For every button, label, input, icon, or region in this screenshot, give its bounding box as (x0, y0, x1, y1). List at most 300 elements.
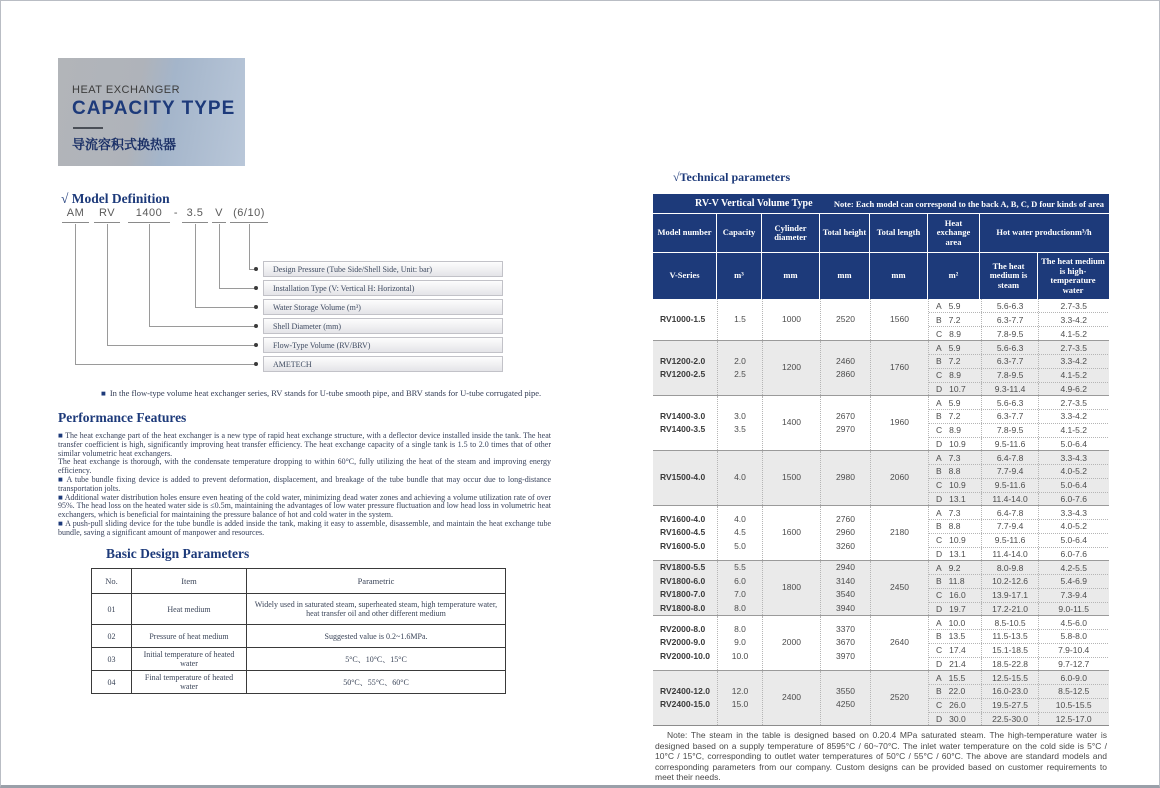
tech-group (653, 505, 1109, 560)
tech-group (653, 340, 1109, 395)
brand-title-chinese: 导流容积式换热器 (72, 137, 177, 152)
steam-production-cell: 15.1-18.5 (981, 644, 1039, 657)
steam-production-cell: 7.7-9.4 (981, 465, 1039, 478)
capacity-cell (717, 671, 762, 725)
steam-production-cell: 18.5-22.8 (981, 658, 1039, 671)
sub-row (929, 478, 1108, 492)
total-height-value: 2960 (836, 527, 855, 538)
heat-exchange-area-cell (929, 603, 981, 616)
capacity-value: 3.0 (734, 410, 746, 421)
model-number: RV1200-2.5 (660, 369, 706, 380)
capacity-cell (717, 451, 762, 505)
model-number: RV1600-5.0 (660, 541, 706, 552)
steam-production-cell: 6.3-7.7 (981, 410, 1039, 423)
steam-production-cell: 6.3-7.7 (981, 355, 1039, 368)
capacity-value: 4.5 (734, 527, 746, 538)
performance-paragraph: ■ A push-pull sliding device for the tube bundle is added inside the tank, making it easy to assemble, disassemble, and maintain the heat exchange tube bundle, saving a significant amount of manpower and resources. (58, 518, 552, 537)
code-token-v: V (212, 207, 226, 223)
capacity-value: 10.0 (731, 651, 749, 662)
table-row (92, 625, 506, 648)
model-number: RV1600-4.0 (660, 513, 706, 524)
area-letter: D (936, 383, 943, 394)
water-production-cell: 6.0-7.6 (1038, 548, 1108, 561)
sub-row (929, 312, 1108, 326)
bullet-square-icon: ■ (101, 389, 110, 398)
area-letter: D (936, 603, 943, 614)
area-letter: B (936, 576, 942, 587)
sub-row (929, 712, 1108, 726)
area-value: 8.9 (949, 370, 961, 381)
col-header-model-number: Model number (653, 214, 717, 252)
table-body (92, 594, 506, 694)
area-value: 13.1 (949, 493, 966, 504)
water-production-cell: 3.3-4.3 (1038, 451, 1108, 464)
connector-line (219, 288, 255, 289)
cylinder-diameter-cell: 1500 (762, 451, 820, 505)
label-shell-diameter: Shell Diameter (mm) (263, 318, 503, 334)
water-production-cell: 4.1-5.2 (1038, 327, 1108, 340)
performance-paragraph: ■ A tube bundle fixing device is added to prevent deformation, displacement, and breakage of the tube bundle that may occur due to long-distance transportation jolts. (58, 474, 552, 493)
connector-line (195, 307, 255, 308)
sub-row (929, 396, 1108, 409)
area-letter: C (936, 645, 943, 656)
connector-line (75, 364, 255, 365)
area-letter: A (936, 452, 942, 463)
water-production-cell: 5.8-8.0 (1038, 630, 1108, 643)
sub-row (929, 684, 1108, 698)
area-value: 7.2 (948, 314, 961, 325)
water-production-cell: 12.5-17.0 (1038, 713, 1108, 726)
area-letter: A (936, 507, 942, 518)
water-production-cell: 4.0-5.2 (1038, 520, 1108, 533)
water-production-cell: 10.5-15.5 (1038, 699, 1108, 712)
water-production-cell: 6.0-7.6 (1038, 493, 1108, 506)
heat-exchange-area-cell (929, 699, 981, 712)
sub-row (929, 492, 1108, 506)
total-height-cell (820, 671, 870, 725)
connector-dot (254, 343, 258, 347)
model-number: RV1800-5.5 (660, 561, 706, 572)
steam-production-cell: 6.4-7.8 (981, 451, 1039, 464)
model-number: RV1000-1.5 (660, 313, 706, 324)
row-number: 01 (92, 594, 132, 625)
heat-exchange-area-cell (929, 713, 981, 726)
model-number: RV2400-15.0 (660, 699, 710, 710)
capacity-value: 8.0 (734, 623, 746, 634)
area-letter: C (936, 700, 943, 711)
bullet-square-icon: ■ (58, 492, 65, 502)
area-letter: A (936, 562, 942, 573)
total-length-cell: 1560 (870, 299, 928, 340)
label-flow-type-volume: Flow-Type Volume (RV/BRV) (263, 337, 503, 353)
area-value: 7.3 (948, 507, 961, 518)
water-production-cell: 4.9-6.2 (1038, 383, 1108, 396)
model-number: RV1800-7.0 (660, 589, 706, 600)
area-value: 11.8 (948, 576, 965, 587)
total-height-value: 2520 (836, 313, 855, 324)
row-number: 04 (92, 671, 132, 694)
area-letter: B (936, 686, 942, 697)
unit-height: mm (820, 253, 870, 299)
heat-exchange-area-cell (929, 369, 981, 382)
steam-production-cell: 17.2-21.0 (981, 603, 1039, 616)
basic-design-heading: Basic Design Parameters (106, 546, 250, 561)
capacity-value: 6.0 (734, 575, 746, 586)
water-production-cell: 4.1-5.2 (1038, 424, 1108, 437)
basic-design-table-grid (91, 568, 506, 694)
heat-exchange-area-cell (929, 299, 981, 312)
connector-dot (254, 267, 258, 271)
area-letter: A (936, 342, 942, 353)
heat-exchange-area-cell (929, 548, 981, 561)
total-height-value: 4250 (836, 699, 855, 710)
model-number: RV1400-3.0 (660, 410, 706, 421)
model-number-cell (653, 299, 717, 340)
steam-production-cell: 9.3-11.4 (981, 383, 1039, 396)
table-row (92, 671, 506, 694)
total-height-value: 3940 (836, 603, 855, 613)
col-header-cylinder: Cylinder diameter (762, 214, 820, 252)
technical-heading: √Technical parameters (673, 170, 791, 184)
area-letter: A (936, 300, 942, 311)
steam-production-cell: 22.5-30.0 (981, 713, 1039, 726)
tech-table-title-row (653, 194, 1109, 214)
model-number: RV2000-9.0 (660, 637, 706, 648)
capacity-cell (717, 299, 762, 340)
total-length-cell: 2520 (870, 671, 928, 725)
water-production-cell: 6.0-9.0 (1038, 671, 1108, 684)
col-header-total-length: Total length (870, 214, 928, 252)
heat-exchange-area-cell (929, 575, 981, 588)
sub-row (929, 326, 1108, 340)
total-height-value: 3260 (836, 541, 855, 552)
capacity-value: 5.0 (734, 541, 746, 552)
model-definition-heading: √ Model Definition (61, 191, 170, 206)
heat-exchange-area-cell (929, 589, 981, 602)
col-header-total-height: Total height (820, 214, 870, 252)
area-value: 8.9 (949, 328, 961, 339)
steam-production-cell: 11.4-14.0 (981, 493, 1039, 506)
area-value: 7.3 (948, 452, 961, 463)
heat-exchange-area-cell (929, 561, 981, 574)
area-value: 30.0 (949, 713, 966, 724)
tech-table-header-row (653, 214, 1109, 252)
column-header: No. (92, 569, 132, 594)
col-header-heat-area: Heat exchange area (928, 214, 980, 252)
tech-table-units-row (653, 252, 1109, 299)
total-length-cell: 2060 (870, 451, 928, 505)
brand-subtitle: HEAT EXCHANGER (72, 84, 181, 96)
capacity-value: 1.5 (734, 313, 746, 324)
column-header: Parametric (247, 569, 506, 594)
total-height-value: 3140 (836, 575, 855, 586)
performance-paragraph: ■ The heat exchange part of the heat exchanger is a new type of rapid heat exchange structure, with a deflector device installed inside the tank. The heat transfer coefficient is high, significantly improving heat transfer efficiency. The heat exchange capacity of a single tank is 1.5 to 2.0 times that of other similar volumetric heat exchangers. (58, 431, 552, 458)
water-production-cell: 4.2-5.5 (1038, 561, 1108, 574)
total-height-value: 2860 (836, 369, 855, 380)
model-number: RV1500-4.0 (660, 472, 706, 483)
row-number: 02 (92, 625, 132, 648)
cylinder-diameter-cell: 2400 (762, 671, 820, 725)
item-cell: Heat medium (132, 594, 247, 625)
connector-dot (254, 286, 258, 290)
steam-production-cell: 13.9-17.1 (981, 589, 1039, 602)
water-production-cell: 2.7-3.5 (1038, 396, 1108, 409)
hot-water-subrows (928, 506, 1108, 560)
col-header-capacity: Capacity (717, 214, 762, 252)
heat-exchange-area-cell (929, 616, 981, 629)
steam-production-cell: 11.5-13.5 (981, 630, 1039, 643)
total-height-cell (820, 341, 870, 395)
total-height-cell (820, 506, 870, 560)
capacity-value: 2.5 (734, 369, 746, 380)
heat-exchange-area-cell (929, 410, 981, 423)
water-production-cell: 9.0-11.5 (1038, 603, 1108, 616)
sub-row (929, 506, 1108, 519)
area-letter: B (936, 521, 942, 532)
unit-cylinder: mm (762, 253, 820, 299)
water-production-cell: 7.3-9.4 (1038, 589, 1108, 602)
area-letter: B (936, 314, 942, 325)
bullet-square-icon: ■ (58, 474, 67, 484)
area-value: 19.7 (949, 603, 966, 614)
area-letter: D (936, 493, 943, 504)
hot-water-subrows (928, 451, 1108, 505)
heat-exchange-area-cell (929, 479, 981, 492)
table-row (92, 648, 506, 671)
total-height-cell (820, 561, 870, 615)
area-letter: C (936, 590, 943, 601)
table-head (92, 569, 506, 594)
steam-production-cell: 7.8-9.5 (981, 424, 1039, 437)
sub-row (929, 616, 1108, 629)
heat-exchange-area-cell (929, 493, 981, 506)
item-cell: Pressure of heat medium (132, 625, 247, 648)
water-production-cell: 5.4-6.9 (1038, 575, 1108, 588)
heat-exchange-area-cell (929, 451, 981, 464)
connector-line (107, 345, 255, 346)
connector-line (195, 224, 196, 307)
steam-production-cell: 7.8-9.5 (981, 369, 1039, 382)
tech-table-note-text: Note: The steam in the table is designed based on 0.20.4 MPa saturated steam. The high-temperature water is designed based on a supply temperature of 8595°C / 60~70°C. The inlet water temperature on the cold side is 5°C / 10°C / 15°C, corresponding to outlet water temperatures of 50°C / 55°C / 60°C. The above are standard models and corresponding parameters from our company. Custom designs can be provided based on customer requirements to meet their needs. (655, 730, 1107, 783)
area-value: 17.4 (949, 645, 966, 656)
area-letter: A (936, 397, 942, 408)
total-height-value: 2670 (836, 410, 855, 421)
capacity-value: 5.5 (734, 561, 746, 572)
tech-table-body (653, 299, 1109, 726)
performance-paragraphs (58, 432, 551, 538)
heat-exchange-area-cell (929, 313, 981, 326)
heat-exchange-area-cell (929, 341, 981, 354)
area-value: 5.9 (948, 342, 961, 353)
sub-row (929, 341, 1108, 354)
total-height-value: 2760 (836, 513, 855, 524)
water-production-cell: 4.1-5.2 (1038, 369, 1108, 382)
bullet-square-icon: ■ (58, 431, 66, 440)
heat-exchange-area-cell (929, 644, 981, 657)
code-token-rv: RV (94, 207, 120, 223)
water-production-cell: 8.5-12.5 (1038, 685, 1108, 698)
capacity-value: 12.0 (731, 685, 749, 696)
total-height-value: 3670 (836, 637, 855, 648)
code-token-610: (6/10) (230, 207, 268, 223)
unit-area: m² (928, 253, 980, 299)
total-height-cell (820, 451, 870, 505)
model-number-cell (653, 451, 717, 505)
area-letter: B (936, 631, 942, 642)
bullet-square-icon: ■ (58, 518, 66, 528)
water-production-cell: 3.3-4.2 (1038, 355, 1108, 368)
area-letter: B (936, 356, 942, 367)
area-value: 9.2 (948, 562, 961, 573)
sub-row (929, 588, 1108, 602)
total-height-value: 2460 (836, 355, 855, 366)
sub-row (929, 533, 1108, 547)
area-letter: D (936, 713, 943, 724)
total-height-value: 3370 (836, 623, 855, 634)
heat-exchange-area-cell (929, 465, 981, 478)
connector-line (249, 224, 250, 269)
heat-exchange-area-cell (929, 327, 981, 340)
sub-row (929, 561, 1108, 574)
total-length-cell: 1960 (870, 396, 928, 450)
performance-heading: Performance Features (58, 410, 187, 425)
label-design-pressure: Design Pressure (Tube Side/Shell Side, Unit: bar) (263, 261, 503, 277)
model-definition-diagram (58, 207, 528, 379)
area-value: 10.9 (949, 438, 966, 449)
area-value: 8.9 (949, 425, 961, 436)
heat-exchange-area-cell (929, 424, 981, 437)
model-number-cell (653, 396, 717, 450)
model-number: RV2000-10.0 (660, 651, 710, 662)
connector-line (149, 326, 255, 327)
label-installation-type: Installation Type (V: Vertical H: Horizontal) (263, 280, 503, 296)
area-letter: D (936, 658, 943, 669)
tech-group (653, 450, 1109, 505)
total-height-value: 3970 (836, 651, 855, 662)
heat-exchange-area-cell (929, 355, 981, 368)
model-number-cell (653, 506, 717, 560)
sub-row (929, 451, 1108, 464)
cylinder-diameter-cell: 1400 (762, 396, 820, 450)
capacity-value: 7.0 (734, 589, 746, 600)
water-production-cell: 2.7-3.5 (1038, 341, 1108, 354)
total-height-cell (820, 299, 870, 340)
sub-row (929, 423, 1108, 437)
water-production-cell: 3.3-4.3 (1038, 506, 1108, 519)
subheader-steam: The heat medium is steam (980, 253, 1038, 299)
total-height-value: 3550 (836, 685, 855, 696)
cylinder-diameter-cell: 1200 (762, 341, 820, 395)
column-header: Item (132, 569, 247, 594)
brand-title: CAPACITY TYPE (72, 98, 236, 119)
water-production-cell: 4.5-6.0 (1038, 616, 1108, 629)
area-value: 5.9 (948, 397, 961, 408)
flow-type-note (101, 388, 549, 399)
cylinder-diameter-cell: 1800 (762, 561, 820, 615)
heat-exchange-area-cell (929, 671, 981, 684)
model-number: RV1800-6.0 (660, 575, 706, 586)
sub-row (929, 382, 1108, 396)
area-value: 10.9 (949, 480, 966, 491)
brand-rule (73, 127, 103, 129)
item-cell: Initial temperature of heated water (132, 648, 247, 671)
heat-exchange-area-cell (929, 658, 981, 671)
area-value: 13.5 (948, 631, 966, 642)
capacity-value: 3.5 (734, 424, 746, 435)
steam-production-cell: 9.5-11.6 (981, 438, 1039, 451)
area-letter: B (936, 411, 942, 422)
total-length-cell: 1760 (870, 341, 928, 395)
water-production-cell: 7.9-10.4 (1038, 644, 1108, 657)
area-letter: B (936, 466, 942, 477)
capacity-cell (717, 616, 762, 670)
capacity-value: 9.0 (734, 637, 746, 648)
connector-line (75, 224, 76, 364)
performance-paragraph: ■ Additional water distribution holes ensure even heating of the cold water, minimizing dead water zones and achieving a volume utilization rate of over 95%. The head loss on the heated water side is ≤0.5m, maintaining the advantages of low water pressure fluctuation and low head loss in volumetric heat exchangers, which is beneficial for maintaining the pressure balance of hot and cold water in the system. (58, 492, 552, 520)
tech-group (653, 615, 1109, 670)
capacity-value: 8.0 (734, 603, 746, 613)
unit-v-series: V-Series (653, 253, 717, 299)
total-height-value: 3540 (836, 589, 855, 600)
sub-row (929, 354, 1108, 368)
area-value: 8.8 (948, 521, 961, 532)
area-value: 7.2 (948, 356, 961, 367)
model-number: RV1200-2.0 (660, 355, 706, 366)
brand-block (58, 58, 245, 166)
sub-row (929, 602, 1108, 616)
hot-water-subrows (928, 561, 1108, 615)
model-number: RV1800-8.0 (660, 603, 706, 613)
total-height-value: 2940 (836, 561, 855, 572)
total-height-cell (820, 616, 870, 670)
steam-production-cell: 5.6-6.3 (981, 341, 1039, 354)
water-production-cell: 2.7-3.5 (1038, 299, 1108, 312)
steam-production-cell: 16.0-23.0 (981, 685, 1039, 698)
area-value: 22.0 (948, 686, 966, 697)
total-length-cell: 2450 (870, 561, 928, 615)
heat-exchange-area-cell (929, 520, 981, 533)
unit-capacity: m³ (717, 253, 762, 299)
col-header-hot-water: Hot water productionm³/h (996, 227, 1092, 238)
cylinder-diameter-cell: 1600 (762, 506, 820, 560)
water-production-cell: 5.0-6.4 (1038, 438, 1108, 451)
heat-exchange-area-cell (929, 396, 981, 409)
area-letter: A (936, 617, 942, 628)
code-token-dash: - (173, 207, 179, 219)
area-value: 15.5 (948, 672, 966, 683)
area-value: 21.4 (949, 658, 966, 669)
area-value: 10.7 (949, 383, 966, 394)
water-production-cell: 9.7-12.7 (1038, 658, 1108, 671)
sub-row (929, 547, 1108, 561)
steam-production-cell: 5.6-6.3 (981, 299, 1039, 312)
steam-production-cell: 9.5-11.6 (981, 479, 1039, 492)
sub-row (929, 698, 1108, 712)
connector-line (107, 224, 108, 345)
model-number: RV1600-4.5 (660, 527, 706, 538)
water-production-cell: 5.0-6.4 (1038, 534, 1108, 547)
sub-row (929, 519, 1108, 533)
steam-production-cell: 10.2-12.6 (981, 575, 1039, 588)
area-value: 13.1 (949, 548, 966, 559)
unit-length: mm (870, 253, 928, 299)
area-value: 5.9 (948, 300, 961, 311)
area-letter: C (936, 480, 943, 491)
model-number-cell (653, 671, 717, 725)
heat-exchange-area-cell (929, 506, 981, 519)
label-water-storage: Water Storage Volume (m³) (263, 299, 503, 315)
heat-exchange-area-cell (929, 685, 981, 698)
